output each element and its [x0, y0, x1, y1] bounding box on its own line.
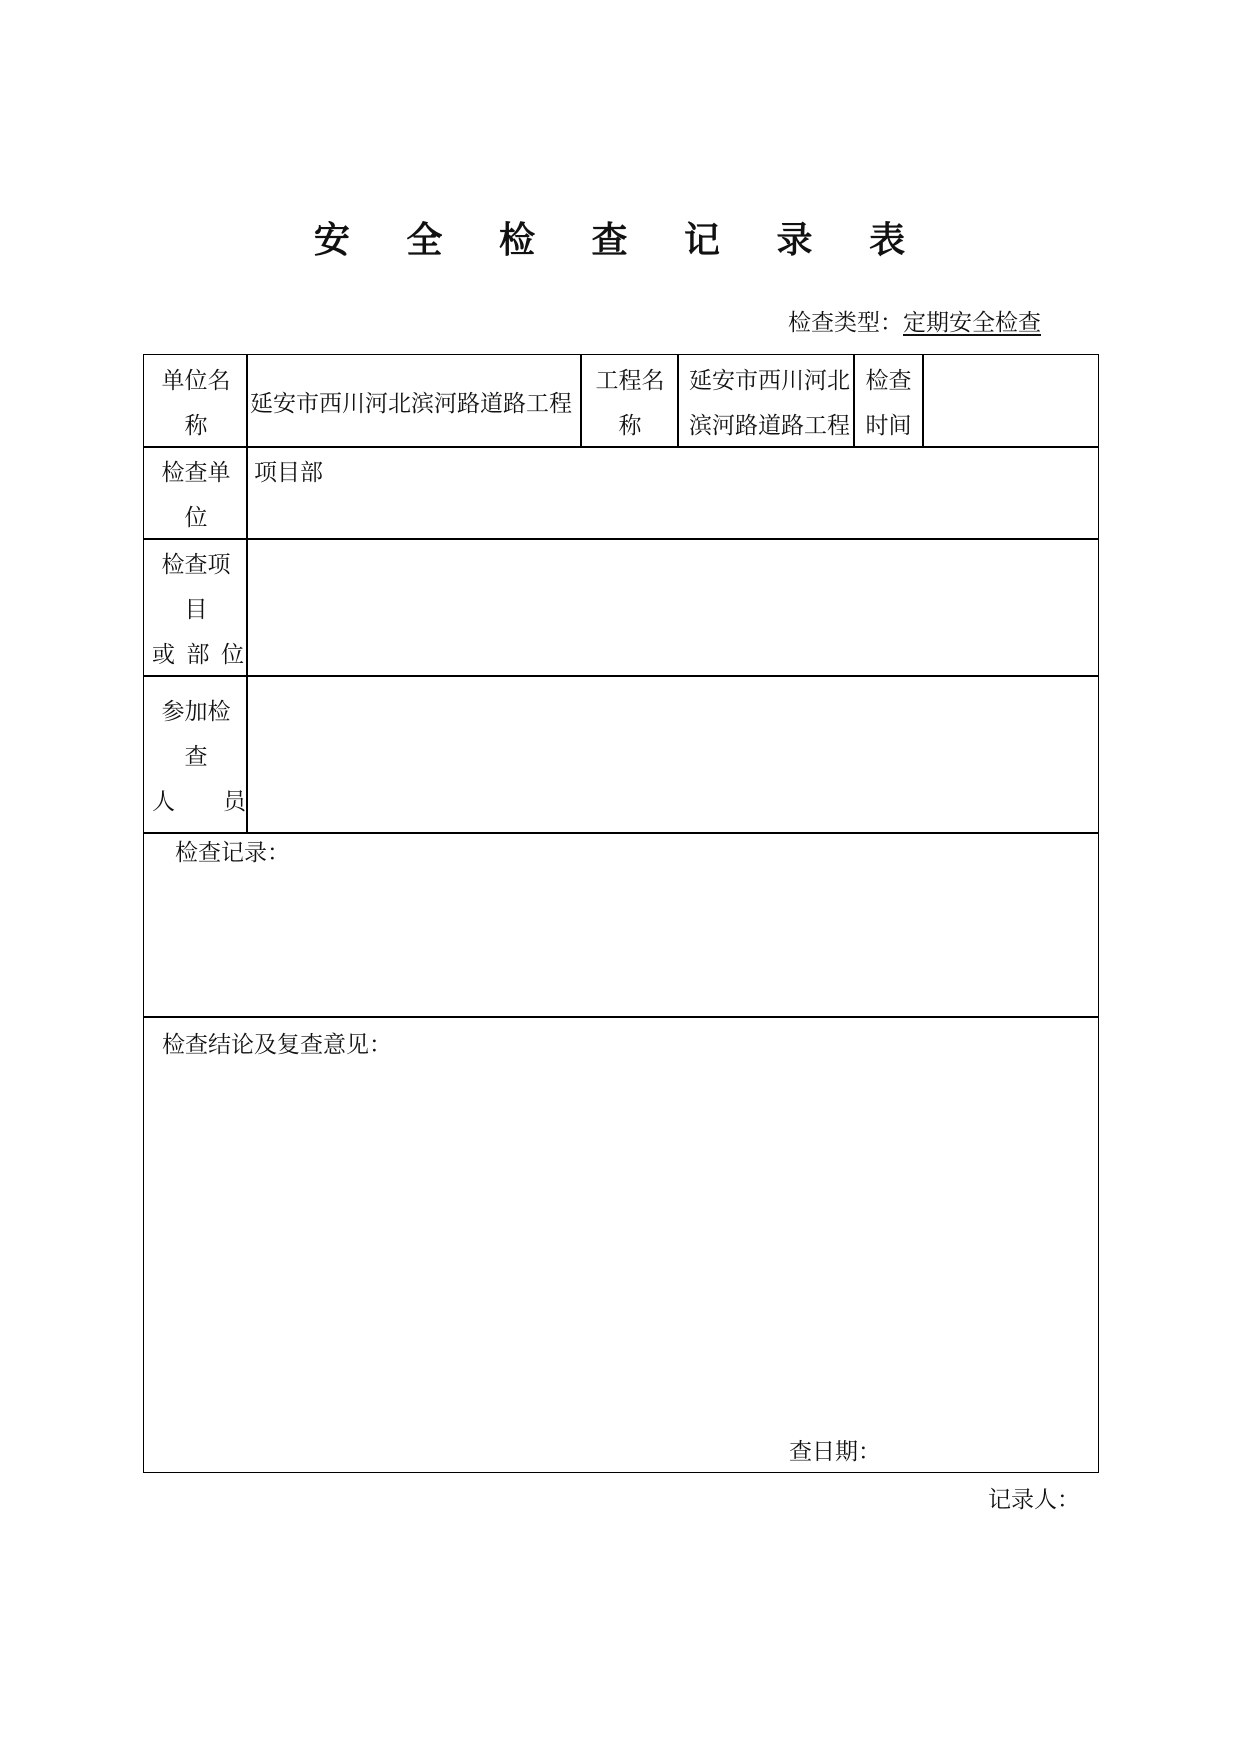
row-divider — [143, 538, 1099, 540]
participants-label-line — [146, 780, 246, 825]
project-name-value-line: 滨河路道路工程 — [689, 413, 850, 439]
check-type-value[interactable]: 定期安全检查 — [903, 310, 1041, 336]
recorder-label: 记录人： — [988, 1487, 1080, 1513]
participants-label-line: 查 — [184, 744, 208, 770]
project-name-value[interactable] — [689, 359, 850, 449]
document-title: 安 全 检 查 记 录 表 — [313, 219, 928, 261]
label-char: 或 — [152, 642, 175, 668]
unit-name-label-line: 称 — [184, 413, 208, 439]
check-type-line — [788, 308, 1041, 338]
check-time-label-line: 时间 — [865, 413, 912, 439]
unit-name-label — [146, 359, 246, 449]
row-divider — [143, 832, 1099, 834]
inspection-date-label: 查日期： — [789, 1439, 881, 1465]
column-divider — [922, 354, 924, 447]
label-char: 部 — [186, 642, 210, 668]
row-divider — [143, 1016, 1099, 1018]
inspection-item-label-line — [146, 633, 246, 678]
inspecting-unit-label-line: 位 — [184, 505, 208, 531]
unit-name-value[interactable]: 延安市西川河北滨河路道路工程 — [250, 391, 572, 417]
inspection-item-label-line: 检查项 — [161, 552, 231, 578]
participants-label — [146, 690, 246, 825]
project-name-label-line: 工程名 — [595, 368, 665, 394]
check-time-label — [855, 359, 922, 449]
project-name-label — [582, 359, 678, 449]
row-divider — [143, 675, 1099, 677]
inspecting-unit-value[interactable]: 项目部 — [254, 460, 323, 486]
label-char: 人 — [152, 789, 175, 815]
inspection-table — [143, 354, 1099, 1473]
project-name-label-line: 称 — [618, 413, 642, 439]
inspection-item-label — [146, 543, 246, 678]
check-type-label: 检查类型： — [788, 310, 903, 336]
inspecting-unit-label — [146, 451, 246, 541]
check-time-label-line: 检查 — [865, 368, 912, 394]
project-name-value-line: 延安市西川河北 — [689, 368, 850, 394]
column-divider — [246, 354, 248, 833]
label-char: 员 — [223, 789, 246, 815]
label-char: 位 — [221, 642, 244, 668]
inspection-item-label-line: 目 — [184, 597, 208, 623]
conclusion-label: 检查结论及复查意见： — [162, 1032, 392, 1058]
inspection-record-label: 检查记录： — [175, 840, 290, 866]
participants-label-line: 参加检 — [161, 699, 231, 725]
unit-name-label-line: 单位名 — [161, 368, 231, 394]
inspecting-unit-label-line: 检查单 — [161, 460, 231, 486]
